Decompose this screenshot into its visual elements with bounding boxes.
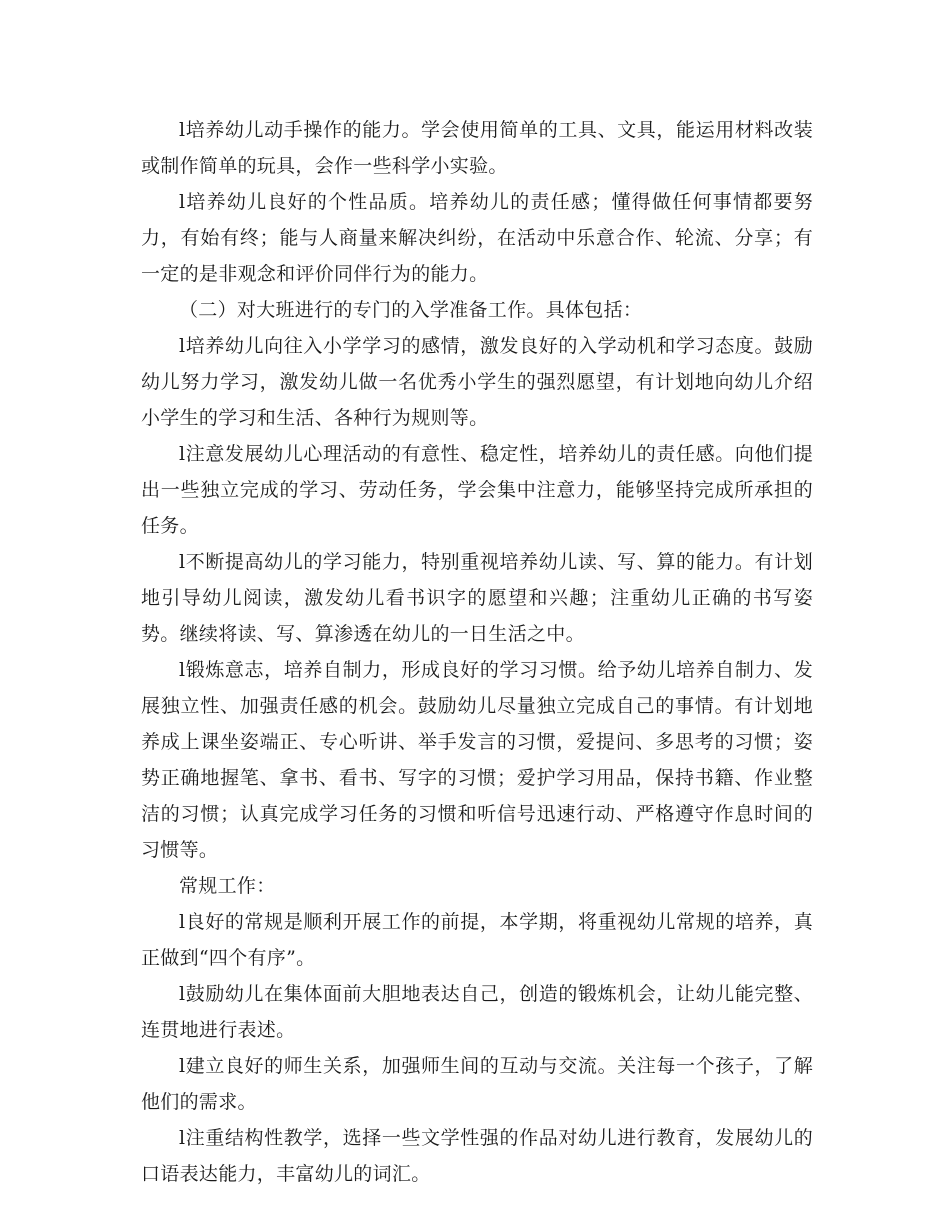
paragraph-text: 注意发展幼儿心理活动的有意性、稳定性，培养幼儿的责任感。向他们提出一些独立完成的学习、劳动任务，学会集中注意力，能够坚持完成所承担的任务。 xyxy=(141,443,813,537)
document-body xyxy=(141,112,813,1192)
paragraph xyxy=(141,328,813,436)
paragraph-text: 培养幼儿动手操作的能力。学会使用简单的工具、文具，能运用材料改装或制作简单的玩具，会作一些科学小实验。 xyxy=(141,119,813,177)
paragraph xyxy=(141,184,813,292)
list-marker: l xyxy=(179,119,186,141)
list-marker: l xyxy=(179,983,186,1005)
paragraph-text: 不断提高幼儿的学习能力，特别重视培养幼儿读、写、算的能力。有计划地引导幼儿阅读，激发幼儿看书识字的愿望和兴趣；注重幼儿正确的书写姿势。继续将读、写、算渗透在幼儿的一日生活之中。 xyxy=(141,551,813,645)
list-marker: l xyxy=(179,1055,186,1077)
section-heading xyxy=(141,868,813,904)
paragraph-text: 培养幼儿良好的个性品质。培养幼儿的责任感；懂得做任何事情都要努力，有始有终；能与人商量来解决纠纷，在活动中乐意合作、轮流、分享；有一定的是非观念和评价同伴行为的能力。 xyxy=(141,191,813,285)
paragraph xyxy=(141,652,813,868)
paragraph-text: （二）对大班进行的专门的入学准备工作。具体包括： xyxy=(179,299,643,321)
list-marker: l xyxy=(179,659,186,681)
paragraph xyxy=(141,1120,813,1192)
list-marker: l xyxy=(179,191,186,213)
paragraph xyxy=(141,976,813,1048)
paragraph-text: 常规工作： xyxy=(179,875,276,897)
list-marker: l xyxy=(179,551,186,573)
list-marker: l xyxy=(179,443,186,465)
paragraph xyxy=(141,436,813,544)
paragraph xyxy=(141,544,813,652)
paragraph-text: 培养幼儿向往入小学学习的感情，激发良好的入学动机和学习态度。鼓励幼儿努力学习，激发幼儿做一名优秀小学生的强烈愿望，有计划地向幼儿介绍小学生的学习和生活、各种行为规则等。 xyxy=(141,335,813,429)
paragraph xyxy=(141,1048,813,1120)
paragraph xyxy=(141,904,813,976)
list-marker: l xyxy=(179,335,186,357)
paragraph xyxy=(141,112,813,184)
section-heading xyxy=(141,292,813,328)
list-marker: l xyxy=(179,1127,186,1149)
paragraph-text: 良好的常规是顺利开展工作的前提，本学期，将重视幼儿常规的培养，真正做到“四个有序”。 xyxy=(141,911,813,969)
paragraph-text: 鼓励幼儿在集体面前大胆地表达自己，创造的锻炼机会，让幼儿能完整、连贯地进行表述。 xyxy=(141,983,813,1041)
paragraph-text: 建立良好的师生关系，加强师生间的互动与交流。关注每一个孩子，了解他们的需求。 xyxy=(141,1055,813,1113)
list-marker: l xyxy=(179,911,186,933)
paragraph-text: 锻炼意志，培养自制力，形成良好的学习习惯。给予幼儿培养自制力、发展独立性、加强责任感的机会。鼓励幼儿尽量独立完成自己的事情。有计划地养成上课坐姿端正、专心听讲、举手发言的习惯，爱提问、多思考的习惯；姿势正确地握笔、拿书、看书、写字的习惯；爱护学习用品，保持书籍、作业整洁的习惯；认真完成学习任务的习惯和听信号迅速行动、严格遵守作息时间的习惯等。 xyxy=(141,659,813,861)
paragraph-text: 注重结构性教学，选择一些文学性强的作品对幼儿进行教育，发展幼儿的口语表达能力，丰富幼儿的词汇。 xyxy=(141,1127,813,1185)
